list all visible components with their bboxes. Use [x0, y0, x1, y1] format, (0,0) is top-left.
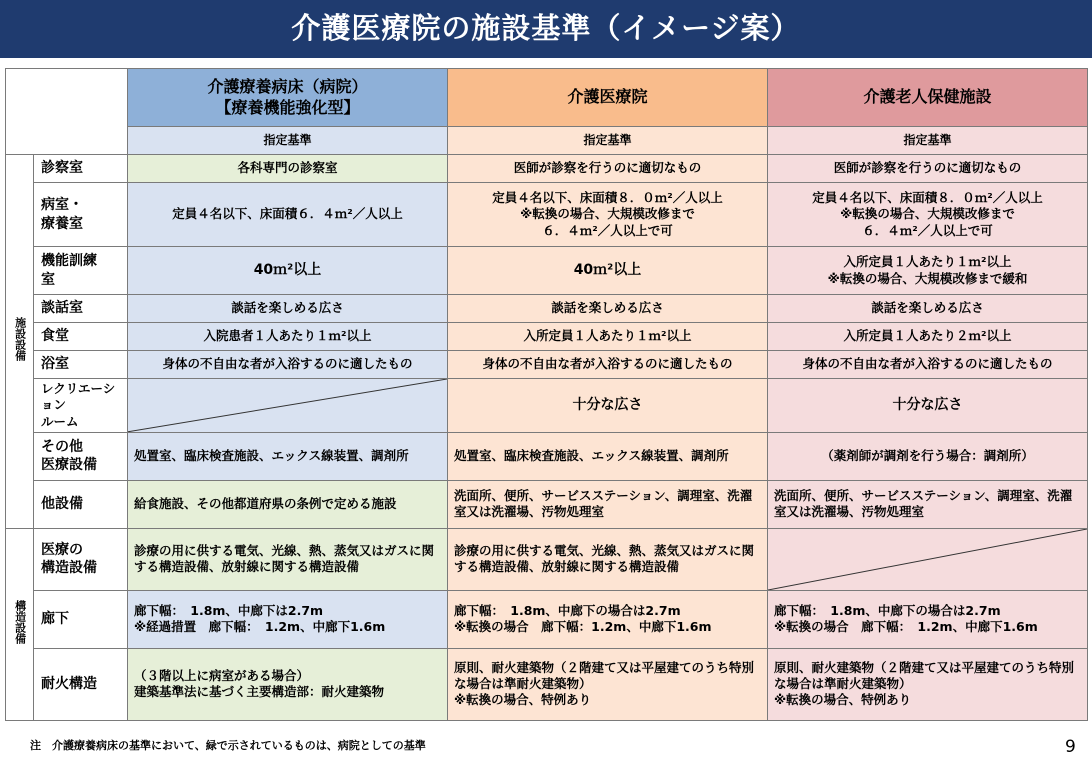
- cell-c1: 入院患者１人あたり１ｍ²以上: [128, 323, 448, 351]
- row-yokushitsu: [6, 351, 1088, 379]
- cell-c3: （薬剤師が調剤を行う場合：調剤所）: [768, 432, 1088, 480]
- row-label: 機能訓練 室: [34, 247, 128, 295]
- header-row: [6, 69, 1088, 127]
- row-taika: [6, 648, 1088, 720]
- cell-c2: 十分な広さ: [448, 379, 768, 433]
- row-ta: [6, 480, 1088, 528]
- row-label: 他設備: [34, 480, 128, 528]
- cell-c3: 原則、耐火建築物（２階建て又は平屋建てのうち特別な場合は準耐火建築物） ※転換の場合、特例あり: [768, 648, 1088, 720]
- group-structure: 構造設備: [6, 528, 34, 720]
- cell-c2: 洗面所、便所、サービスステーション、調理室、洗濯室又は洗濯場、汚物処理室: [448, 480, 768, 528]
- cell-c1: （３階以上に病室がある場合） 建築基準法に基づく主要構造部：耐火建築物: [128, 648, 448, 720]
- cell-c2: 定員４名以下、床面積８．０ｍ²／人以上 ※転換の場合、大規模改修まで ６．４ｍ²／人以上で可: [448, 183, 768, 247]
- row-byoshitsu: [6, 183, 1088, 247]
- cell-c3: 入所定員１人あたり２ｍ²以上: [768, 323, 1088, 351]
- cell-c2: 廊下幅： 1.8m、中廊下の場合は2.7m ※転換の場合 廊下幅：1.2m、中廊下1.6m: [448, 590, 768, 648]
- row-label: 病室・ 療養室: [34, 183, 128, 247]
- cell-c1: 廊下幅： 1.8m、中廊下は2.7m ※経過措置 廊下幅： 1.2m、中廊下1.6m: [128, 590, 448, 648]
- cell-c3: 入所定員１人あたり１ｍ²以上 ※転換の場合、大規模改修まで緩和: [768, 247, 1088, 295]
- corner-cell: [6, 69, 128, 155]
- diagonal-slash: [768, 529, 1087, 590]
- column-header-c2: 介護医療院: [448, 69, 768, 127]
- row-label: 食堂: [34, 323, 128, 351]
- cell-c3: 談話を楽しめる広さ: [768, 295, 1088, 323]
- standards-table: [5, 68, 1088, 721]
- cell-c2: 談話を楽しめる広さ: [448, 295, 768, 323]
- row-recreation: [6, 379, 1088, 433]
- row-label: 耐火構造: [34, 648, 128, 720]
- c1-subheader: 指定基準: [128, 127, 448, 155]
- row-label: 医療の 構造設備: [34, 528, 128, 590]
- row-sonota: [6, 432, 1088, 480]
- row-label: 談話室: [34, 295, 128, 323]
- c2-subheader: 指定基準: [448, 127, 768, 155]
- cell-c1: 定員４名以下、床面積６．４ｍ²／人以上: [128, 183, 448, 247]
- row-danwa: [6, 295, 1088, 323]
- cell-c2: 40ｍ²以上: [448, 247, 768, 295]
- row-label: 廊下: [34, 590, 128, 648]
- column-header-c3: 介護老人保健施設: [768, 69, 1088, 127]
- row-shinsatsu: [6, 155, 1088, 183]
- cell-c2: 診療の用に供する電気、光線、熱、蒸気又はガスに関する構造設備、放射線に関する構造設備: [448, 528, 768, 590]
- row-shokudo: [6, 323, 1088, 351]
- c1-header-line2: 【療養機能強化型】: [215, 97, 360, 117]
- cell-c2: 原則、耐火建築物（２階建て又は平屋建てのうち特別な場合は準耐火建築物） ※転換の場合、特例あり: [448, 648, 768, 720]
- title-underline: [0, 58, 1092, 62]
- row-iryo-kozo: [6, 528, 1088, 590]
- row-kinou: [6, 247, 1088, 295]
- cell-c3: 身体の不自由な者が入浴するのに適したもの: [768, 351, 1088, 379]
- footnote: 注 介護療養病床の基準において、緑で示されているものは、病院としての基準: [30, 739, 426, 752]
- cell-c2: 入所定員１人あたり１ｍ²以上: [448, 323, 768, 351]
- cell-c1: 給食施設、その他都道府県の条例で定める施設: [128, 480, 448, 528]
- c3-subheader: 指定基準: [768, 127, 1088, 155]
- cell-c3: 医師が診察を行うのに適切なもの: [768, 155, 1088, 183]
- page-title: 介護医療院の施設基準（イメージ案）: [291, 10, 801, 45]
- diagonal-slash: [128, 379, 447, 432]
- cell-c2: 処置室、臨床検査施設、エックス線装置、調剤所: [448, 432, 768, 480]
- title-bar: [0, 0, 1092, 58]
- cell-c1: 身体の不自由な者が入浴するのに適したもの: [128, 351, 448, 379]
- cell-c3: 十分な広さ: [768, 379, 1088, 433]
- cell-c1: 40ｍ²以上: [128, 247, 448, 295]
- cell-c1: 診療の用に供する電気、光線、熱、蒸気又はガスに関する構造設備、放射線に関する構造設備: [128, 528, 448, 590]
- cell-c2: 医師が診察を行うのに適切なもの: [448, 155, 768, 183]
- row-roka: [6, 590, 1088, 648]
- column-header-c1: [128, 69, 448, 127]
- row-label: 診察室: [34, 155, 128, 183]
- c1-header-line1: 介護療養病床（病院）: [207, 76, 368, 96]
- row-label: レクリエーション ルーム: [34, 379, 128, 433]
- group-facility: 施設設備: [6, 155, 34, 529]
- row-label: 浴室: [34, 351, 128, 379]
- page-number: 9: [1065, 737, 1076, 757]
- cell-c3: 廊下幅： 1.8m、中廊下の場合は2.7m ※転換の場合 廊下幅： 1.2m、中廊下1.6m: [768, 590, 1088, 648]
- cell-c2: 身体の不自由な者が入浴するのに適したもの: [448, 351, 768, 379]
- subheader-row: [6, 127, 1088, 155]
- cell-c1: 各科専門の診察室: [128, 155, 448, 183]
- cell-c3-empty: [768, 528, 1088, 590]
- cell-c3: 洗面所、便所、サービスステーション、調理室、洗濯室又は洗濯場、汚物処理室: [768, 480, 1088, 528]
- cell-c1: 処置室、臨床検査施設、エックス線装置、調剤所: [128, 432, 448, 480]
- row-label: その他 医療設備: [34, 432, 128, 480]
- cell-c1: 談話を楽しめる広さ: [128, 295, 448, 323]
- cell-c1-empty: [128, 379, 448, 433]
- cell-c3: 定員４名以下、床面積８．０ｍ²／人以上 ※転換の場合、大規模改修まで ６．４ｍ²／人以上で可: [768, 183, 1088, 247]
